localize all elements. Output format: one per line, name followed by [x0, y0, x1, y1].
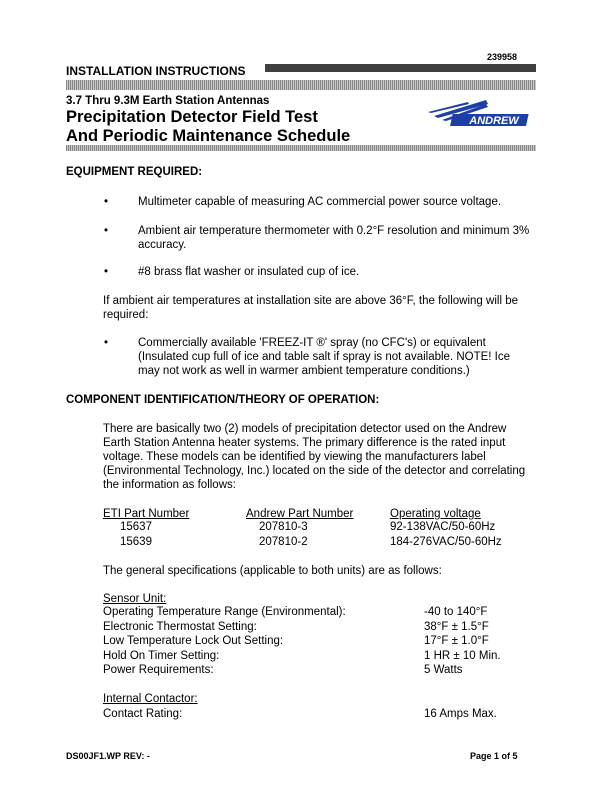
component-para-line: (Environmental Technology, Inc.) located on the side of the detector and correlating: [103, 465, 526, 477]
component-para-line: Earth Station Antenna heater systems. The primary difference is the rated input: [103, 437, 506, 449]
component-para-line: There are basically two (2) models of precipitation detector used on the Andrew: [103, 423, 507, 435]
table-header-andrew: Andrew Part Number: [246, 508, 354, 520]
page-title: [66, 108, 350, 146]
page-number: Page 1 of 5: [470, 751, 518, 761]
spec-value: 1 HR ± 10 Min.: [424, 650, 501, 662]
logo-text: ANDREW: [469, 115, 519, 127]
component-para-line: the information as follows:: [103, 479, 236, 491]
bullet-icon: •: [104, 266, 109, 278]
spray-line: Commercially available 'FREEZ-IT ®' spray (no CFC's) or equivalent: [138, 337, 486, 349]
andrew-logo: [428, 98, 532, 128]
spec-label: Contact Rating:: [103, 708, 183, 720]
bullet-icon: •: [104, 225, 109, 237]
general-spec-line: The general specifications (applicable to both units) are as follows:: [103, 565, 442, 577]
header-bar: [265, 64, 536, 72]
table-header-eti: ETI Part Number: [103, 508, 190, 520]
bullet-icon: •: [104, 337, 109, 349]
table-cell-andrew: 207810-3: [259, 521, 308, 533]
subtitle: 3.7 Thru 9.3M Earth Station Antennas: [66, 95, 270, 107]
spec-value: -40 to 140°F: [424, 606, 488, 618]
spec-label: Power Requirements:: [103, 664, 214, 676]
table-cell-voltage: 184-276VAC/50-60Hz: [390, 536, 502, 548]
contactor-heading: Internal Contactor:: [103, 693, 198, 705]
sensor-unit-heading: Sensor Unit:: [103, 593, 167, 605]
equipment-item: Ambient air temperature thermometer with 0.2°F resolution and minimum 3%: [138, 225, 530, 237]
condition-line: required:: [103, 309, 149, 321]
header-title: INSTALLATION INSTRUCTIONS: [66, 64, 246, 78]
spec-value: 38°F ± 1.5°F: [424, 621, 489, 633]
spec-value: 5 Watts: [424, 664, 463, 676]
equipment-item: #8 brass flat washer or insulated cup of ice.: [138, 266, 360, 278]
equipment-item: accuracy.: [138, 239, 187, 251]
table-cell-eti: 15639: [120, 536, 152, 548]
component-para-line: voltage. These models can be identified by viewing the manufacturers label: [103, 451, 486, 463]
spray-line: (Insulated cup full of ice and table salt if spray is not available. NOTE! Ice: [138, 351, 511, 363]
component-heading: COMPONENT IDENTIFICATION/THEORY OF OPERATION:: [66, 394, 380, 406]
spec-label: Hold On Timer Setting:: [103, 650, 220, 662]
equipment-item: Multimeter capable of measuring AC commercial power source voltage.: [138, 196, 502, 208]
hatched-divider-bottom: [66, 145, 536, 151]
title-line-1: Precipitation Detector Field Test: [66, 108, 318, 126]
equipment-heading: EQUIPMENT REQUIRED:: [66, 166, 203, 178]
table-cell-eti: 15637: [120, 521, 152, 533]
bullet-icon: •: [104, 196, 109, 208]
spec-label: Operating Temperature Range (Environmental):: [103, 606, 346, 618]
condition-line: If ambient air temperatures at installation site are above 36°F, the following will be: [103, 295, 518, 307]
table-header-voltage: Operating voltage: [390, 508, 481, 520]
table-cell-andrew: 207810-2: [259, 536, 308, 548]
spray-line: may not work as well in warmer ambient temperature conditions.): [138, 365, 470, 377]
document-number: 239958: [487, 52, 518, 62]
spec-value: 16 Amps Max.: [424, 708, 497, 720]
footer-file-rev: DS00JF1.WP REV: -: [66, 751, 150, 761]
spec-label: Low Temperature Lock Out Setting:: [103, 635, 284, 647]
hatched-divider-top: [66, 80, 536, 90]
spec-value: 17°F ± 1.0°F: [424, 635, 489, 647]
table-cell-voltage: 92-138VAC/50-60Hz: [390, 521, 496, 533]
spec-label: Electronic Thermostat Setting:: [103, 621, 257, 633]
title-line-2: And Periodic Maintenance Schedule: [66, 127, 351, 145]
